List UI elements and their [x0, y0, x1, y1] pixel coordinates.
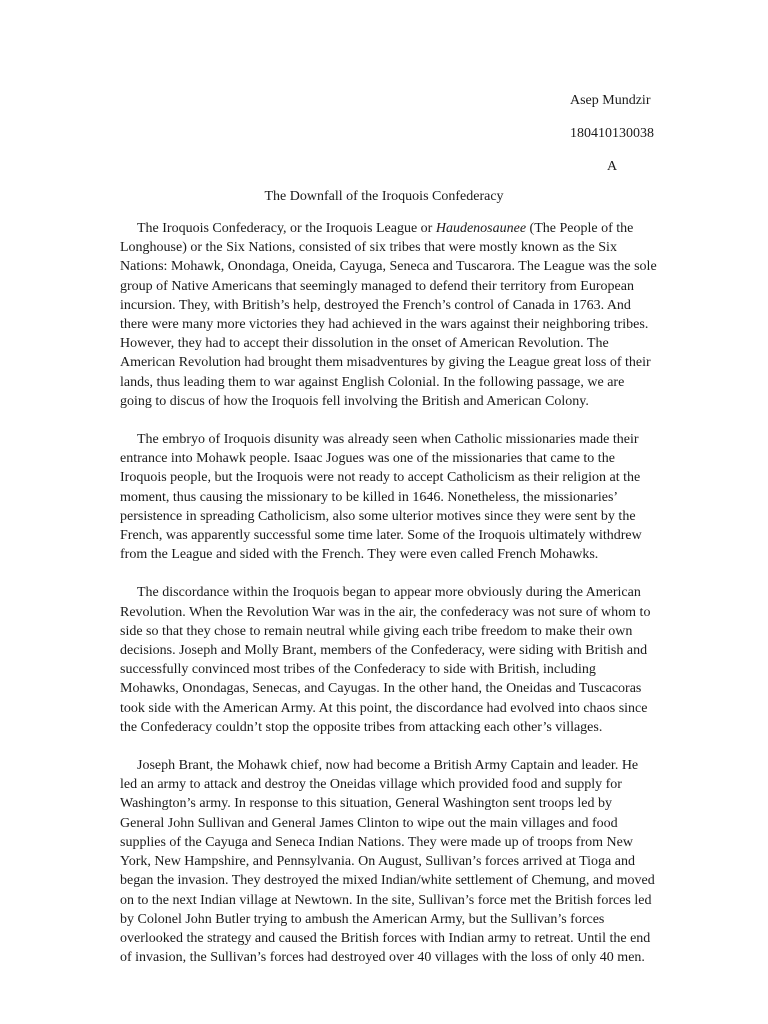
- paragraph-1-text-b: (The People of the Longhouse) or the Six Nations, consisted of six tribes that were mostly known as the Six Nations: Mohawk, Onondaga, Oneida, Cayuga, Seneca and Tuscarora. The League was the sole group of Native Americans that seemingly managed to defend their territory from European incursion. They, with British’s help, destroyed the French’s control of Canada in 1763. And there were many more victories they had achieved in the wars against their neighboring tribes. However, they had to accept their dissolution in the onset of American Revolution. The American Revolution had brought them misadventures by giving the League great loss of their lands, thus leading them to war against English Colonial. In the following passage, we are going to discus of how the Iroquois fell involving the British and American Colony.: [120, 221, 657, 409]
- class-label: A: [607, 159, 618, 174]
- author-name: Asep Mundzir: [570, 93, 651, 108]
- student-id: 180410130038: [570, 126, 654, 141]
- paragraph-1: [120, 219, 658, 411]
- paragraph-1-italic-term: Haudenosaunee: [435, 221, 527, 236]
- essay-title: The Downfall of the Iroquois Confederacy: [264, 189, 504, 204]
- paragraph-2: The embryo of Iroquois disunity was already seen when Catholic missionaries made their entrance into Mohawk people. Isaac Jogues was one of the missionaries that came to the Iroquois people, but the Iroquois were not ready to accept Catholicism as their religion at the moment, thus causing the missionary to be killed in 1646. Nonetheless, the missionaries’ persistence in spreading Catholicism, also some ulterior motives since they were sent by the French, was apparently successful some time later. Some of the Iroquois ultimately withdrew from the League and sided with the French. They were even called French Mohawks.: [120, 432, 642, 563]
- essay-body: [120, 219, 658, 967]
- author-header: [570, 91, 720, 190]
- paragraph-1-text-a: The Iroquois Confederacy, or the Iroquois League or: [137, 221, 436, 236]
- paragraph-4: Joseph Brant, the Mohawk chief, now had become a British Army Captain and leader. He led an army to attack and destroy the Oneidas village which provided food and supply for Washington’s army. In response to this situation, General Washington sent troops led by General John Sullivan and General James Clinton to wipe out the main villages and food supplies of the Cayuga and Seneca Indian Nations. They were made up of troops from New York, New Hampshire, and Pennsylvania. On August, Sullivan’s forces arrived at Tioga and began the invasion. They destroyed the mixed Indian/white settlement of Chemung, and moved on to the next Indian village at Newtown. In the site, Sullivan’s force met the British forces led by Colonel John Butler trying to ambush the American Army, but the Sullivan’s forces overlooked the strategy and caused the British forces with Indian army to retreat. Until the end of invasion, the Sullivan’s forces had destroyed over 40 villages with the loss of only 40 men.: [120, 758, 655, 966]
- paragraph-3: The discordance within the Iroquois began to appear more obviously during the American Revolution. When the Revolution War was in the air, the confederacy was not sure of whom to side so that they chose to remain neutral while giving each tribe freedom to make their own decisions. Joseph and Molly Brant, members of the Confederacy, were siding with British and successfully convinced most tribes of the Confederacy to side with British, including Mohawks, Onondagas, Senecas, and Cayugas. In the other hand, the Oneidas and Tuscacoras took side with the American Army. At this point, the discordance had evolved into chaos since the Confederacy couldn’t stop the opposite tribes from attacking each other’s villages.: [120, 585, 651, 735]
